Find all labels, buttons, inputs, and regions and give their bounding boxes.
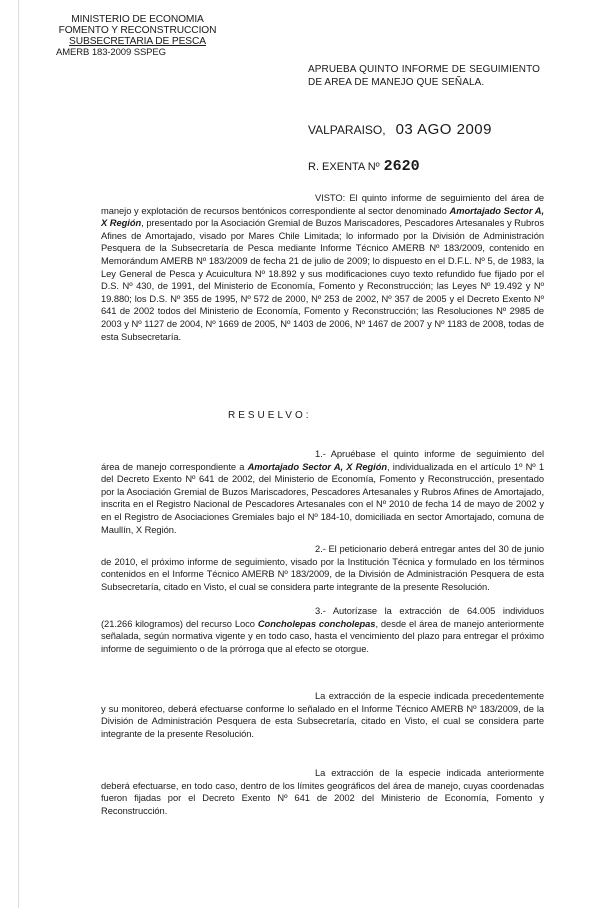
visto-lead: VISTO: [315,193,346,203]
header-reference: AMERB 183-2009 SSPEG [56,47,166,58]
header-subsecretaria: SUBSECRETARIA DE PESCA [69,36,206,47]
item-5-text: La extracción de la especie indicada anteriormente deberá efectuarse, en todo caso, dentro de los límites geográficos del área de manejo, cuyas coordenadas fueron fijadas por el Decreto Exento Nº 641 de 2002 del Ministerio de Economía, Fomento y Reconstrucción. [101,768,544,816]
scan-edge [18,0,19,908]
item-4-text: La extracción de la especie indicada precedentemente y su monitoreo, deberá efectuarse conforme lo señalado en el Informe Técnico AMERB Nº 183/2009, de la División de Administración Pesquera de esta Subsecretaría, citado en Visto, el cual se considera parte integrante de la presente Resolución. [101,691,544,739]
item-1-text-a: 1.- Apruébase el quinto informe de seguimiento del área de manejo correspondiente a [101,449,544,472]
item-3-text-c: , desde el área de manejo anteriormente señalada, según normativa vigente y en todo caso, hasta el vencimiento del plazo para entregar el próximo informe de seguimiento o de la prórroga que al efecto se otorgue. [101,618,545,654]
document-title: APRUEBA QUINTO INFORME DE SEGUIMIENTO DE AREA DE MANEJO QUE SEÑALA. [308,64,540,88]
header-ministry: MINISTERIO DE ECONOMIA [71,14,204,25]
item-3-text-a: 3.- Autorízase la extracción de 64.005 individuos (21.266 kilogramos) del recurso Loco [101,606,544,629]
item-1 [101,448,544,536]
item-1-sector-name: Amortajado Sector A, X Región [247,461,388,472]
item-3-species: Concholepas concholepas [257,618,376,629]
resolution-label: R. EXENTA Nº [308,161,380,173]
stamp-date: 03 AGO 2009 [395,121,492,138]
item-1-text-c: , individualizada en el artículo 1º Nº 1 del Decreto Exento Nº 641 de 2002, del Ministerio de Economía, Fomento y Reconstrucción, presentado por la Asociación Gremial de Buzos Mariscadores, Pescadores Artesanales y Rubros Afines de Amortajado, inscrita en el Registro Nacional de Pescadores Artesanales con el Nº 2010 de fecha 14 de mayo de 2002 y en el Registro de Asociaciones Gremiales bajo el Nº 184-10, domiciliada en sector Amortajado, comuna de Maullín, X Región. [101,461,544,535]
header-fomento: FOMENTO Y RECONSTRUCCION [58,25,217,36]
item-2-text: 2.- El peticionario deberá entregar antes del 30 de junio de 2010, el próximo informe de seguimiento, visado por la Institución Técnica y formulado en los términos contenidos en el Informe Técnico AMERB Nº 183/2009, de la División de Administración Pesquera de esta Subsecretaría, citado en Visto, el cual se considera parte integrante de la presente Resolución. [101,544,544,592]
resolution-number [308,158,420,175]
item-3 [101,605,544,655]
item-4 [101,690,544,740]
resolution-stamp-number: 2620 [383,158,420,175]
place-date [308,121,492,138]
visto-text-1: El quinto informe de seguimiento del área de manejo y explotación de recursos bentónicos correspondiente al sector denominado [101,193,544,216]
visto-sector-name: Amortajado Sector A, X Región [101,205,545,229]
visto-paragraph [101,192,544,343]
city: VALPARAISO, [308,123,386,137]
ministry-header [50,14,225,58]
visto-text-2: , presentado por la Asociación Gremial de Buzos Mariscadores, Pescadores Artesanales y Rubros Afines de Amortajado, visado por Mares Chile Limitada; lo informado por la División de Administración Pesquera de la Subsecretaría de Pesca mediante Informe Técnico AMERB Nº 183/2009, contenido en Memorándum AMERB Nº 183/2009 de fecha 21 de julio de 2009; lo dispuesto en el D.F.L. Nº 5, de 1983, la Ley General de Pesca y Acuicultura Nº 18.892 y sus modificaciones cuyo texto refundido fue fijado por el D.S. Nº 430, de 1991, del Ministerio de Economía, Fomento y Reconstrucción; las Leyes Nº 19.492 y Nº 19.880; los D.S. Nº 355 de 1995, Nº 572 de 2000, Nº 253 de 2002, Nº 357 de 2005 y el Decreto Exento Nº 641 de 2002 todos del Ministerio de Economía, Fomento y Reconstrucción; las Resoluciones Nº 2985 de 2003 y Nº 1127 de 2004, Nº 1669 de 2005, Nº 1403 de 2006, Nº 1467 de 2007 y Nº 1183 de 2008, todas de esta Subsecretaría. [101,218,545,342]
item-5 [101,767,544,817]
item-2 [101,543,544,593]
resuelvo-heading: RESUELVO: [228,410,312,421]
